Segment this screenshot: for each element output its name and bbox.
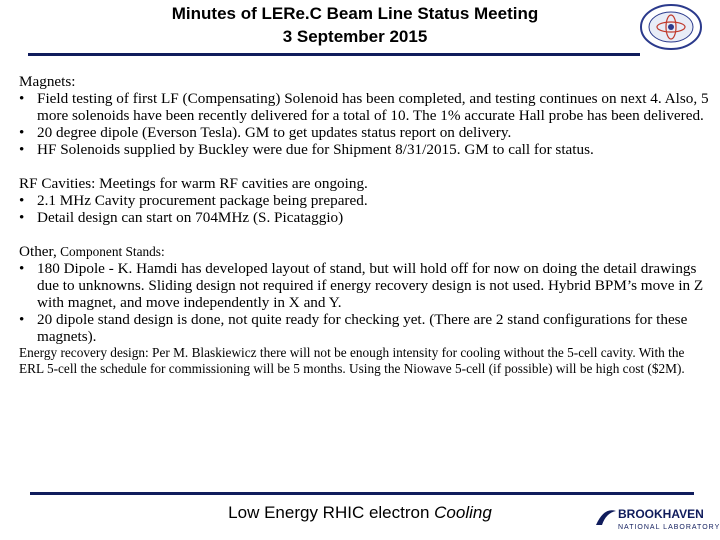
magnets-heading: Magnets:	[19, 73, 76, 90]
brand-name: BROOKHAVEN	[618, 507, 704, 521]
list-item: • 180 Dipole - K. Hamdi has developed layout of stand, but will hold off for now on doing the detail drawings due to unknowns. Sliding design not required if energy recovery design is not used. Hybrid BPM’s move in Z with magnet, and move independently in X and Y.	[19, 260, 709, 311]
rf-heading: RF Cavities: Meetings for warm RF cavities are ongoing.	[19, 175, 368, 192]
list-item: • 2.1 MHz Cavity procurement package being prepared.	[19, 192, 709, 209]
brand-sub: NATIONAL LABORATORY	[618, 524, 720, 531]
other-list	[19, 260, 709, 345]
list-item: • 20 degree dipole (Everson Tesla). GM to get updates status report on delivery.	[19, 124, 709, 141]
magnets-list	[19, 90, 709, 158]
header-rule	[28, 53, 640, 56]
other-heading-sub: Component Stands:	[56, 244, 165, 259]
brookhaven-logo	[592, 503, 720, 533]
footer-title	[180, 503, 540, 523]
list-item: • 20 dipole stand design is done, not quite ready for checking yet. (There are 2 stand configurations for these magnets).	[19, 311, 709, 345]
list-item: • Detail design can start on 704MHz (S. Picataggio)	[19, 209, 709, 226]
list-item: • HF Solenoids supplied by Buckley were due for Shipment 8/31/2015. GM to call for status.	[19, 141, 709, 158]
other-heading-main: Other,	[19, 243, 57, 260]
minutes-body	[19, 73, 709, 377]
energy-recovery-note: Energy recovery design: Per M. Blaskiewicz there will not be enough intensity for cooling without the 5-cell cavity. With the ERL 5-cell the schedule for commissioning will be 5 months. Using the Niowave 5-cell (if possible) will be high cost ($2M).	[19, 345, 685, 376]
meeting-date: 3 September 2015	[282, 27, 428, 46]
footer-rule	[30, 492, 694, 495]
page-title: Minutes of LERe.C Beam Line Status Meeting	[171, 4, 539, 23]
footer-text: Low Energy RHIC electron	[228, 503, 435, 522]
list-item: • Field testing of first LF (Compensating) Solenoid has been completed, and testing continues on next 4. Also, 5 more solenoids have been recently delivered for a total of 10. The 1% accurate Hall probe has been delivered.	[19, 90, 709, 124]
rf-list	[19, 192, 709, 226]
other-heading	[19, 243, 709, 260]
brookhaven-swoosh-icon	[596, 510, 616, 525]
collider-accelerator-physics-seal-icon	[638, 2, 704, 52]
footer-text-italic: Cooling	[434, 503, 492, 522]
